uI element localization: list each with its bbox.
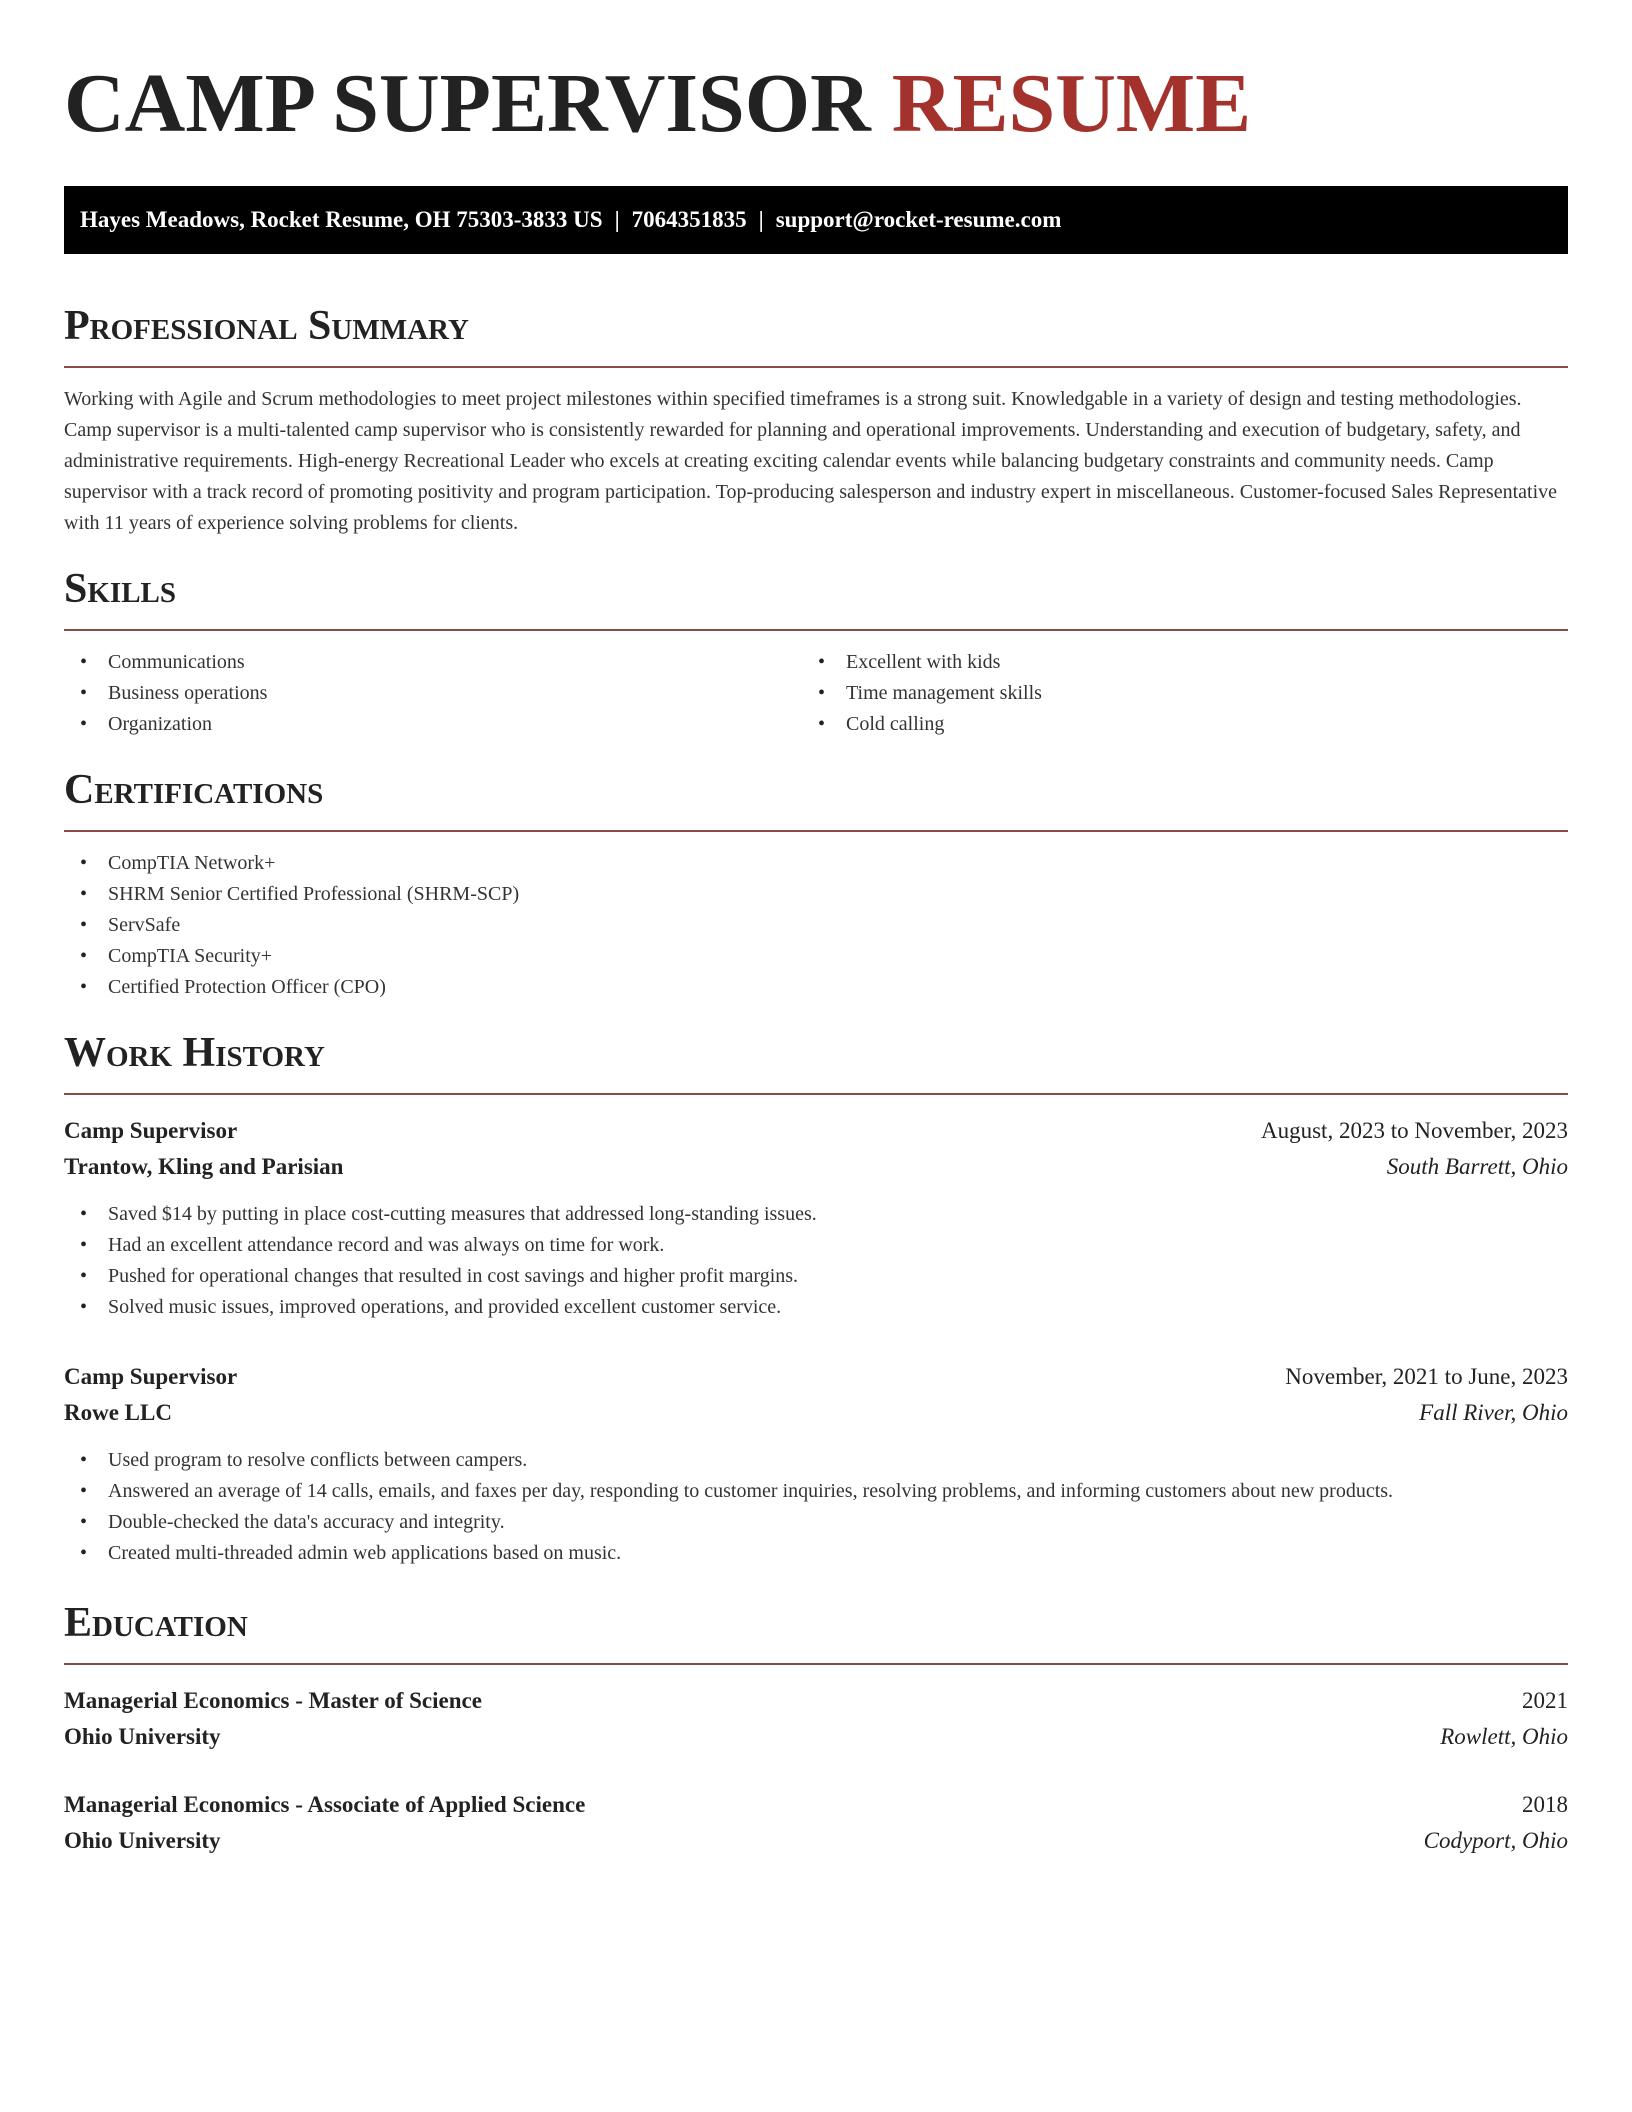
- section-title-skills: Skills: [64, 566, 177, 612]
- certification-item: • CompTIA Security+: [64, 941, 1568, 972]
- job-entry: [64, 1113, 1568, 1323]
- section-title-work-history: Work History: [64, 1030, 325, 1076]
- contact-phone: 7064351835: [631, 207, 747, 232]
- job-location: South Barrett, Ohio: [1386, 1154, 1568, 1179]
- education-entry: [64, 1787, 1568, 1859]
- section-title-education: Education: [64, 1600, 248, 1646]
- certification-item: • SHRM Senior Certified Professional (SHRM-SCP): [64, 879, 1568, 910]
- title-main: CAMP SUPERVISOR: [64, 57, 871, 150]
- job-bullets: [64, 1199, 1568, 1323]
- section-title-summary: Professional Summary: [64, 303, 469, 349]
- skill-item: • Excellent with kids: [816, 647, 1568, 678]
- contact-separator: |: [614, 207, 620, 232]
- title-accent: RESUME: [891, 57, 1252, 150]
- section-divider: [64, 1663, 1568, 1665]
- section-title-certifications: Certifications: [64, 767, 324, 813]
- contact-email: support@rocket-resume.com: [775, 207, 1062, 232]
- job-header-row: [64, 1359, 1568, 1395]
- page-title: [64, 0, 1568, 152]
- education-header-row: [64, 1683, 1568, 1719]
- education-header-row: [64, 1787, 1568, 1823]
- job-bullet: • Used program to resolve conflicts between campers.: [64, 1445, 1568, 1476]
- job-bullet: • Pushed for operational changes that resulted in cost savings and higher profit margins.: [64, 1261, 1568, 1292]
- job-entry: [64, 1359, 1568, 1569]
- skills-columns: [64, 647, 1568, 740]
- job-dates: August, 2023 to November, 2023: [1261, 1118, 1568, 1143]
- education-school: Ohio University: [64, 1724, 221, 1749]
- job-company-row: [64, 1395, 1568, 1431]
- job-bullet: • Created multi-threaded admin web applications based on music.: [64, 1538, 1568, 1569]
- skill-item: • Organization: [64, 709, 816, 740]
- job-company-row: [64, 1149, 1568, 1185]
- skill-item: • Time management skills: [816, 678, 1568, 709]
- certification-item: • ServSafe: [64, 910, 1568, 941]
- job-title: Camp Supervisor: [64, 1364, 238, 1389]
- job-bullet: • Had an excellent attendance record and was always on time for work.: [64, 1230, 1568, 1261]
- job-bullet: • Saved $14 by putting in place cost-cutting measures that addressed long-standing issues.: [64, 1199, 1568, 1230]
- contact-separator: |: [758, 207, 764, 232]
- job-location: Fall River, Ohio: [1419, 1400, 1568, 1425]
- skill-item: • Cold calling: [816, 709, 1568, 740]
- job-title: Camp Supervisor: [64, 1118, 238, 1143]
- job-company: Rowe LLC: [64, 1400, 172, 1425]
- summary-text: Working with Agile and Scrum methodologies to meet project milestones within specified timeframes is a strong suit. Knowledgable in a variety of design and testing methodologies. Camp supervisor is a multi-talented camp supervisor who is consistently rewarded for planning and operational improvements. Understanding and execution of budgetary, safety, and administrative requirements. High-energy Recreational Leader who excels at creating exciting calendar events while balancing budgetary constraints and community needs. Camp supervisor with a track record of promoting positivity and program participation. Top-producing salesperson and industry expert in miscellaneous. Customer-focused Sales Representative with 11 years of experience solving problems for clients.: [64, 388, 1558, 534]
- certifications-section: [64, 762, 1568, 1003]
- education-entry: [64, 1683, 1568, 1755]
- job-bullets: [64, 1445, 1568, 1569]
- certifications-list: [64, 848, 1568, 1003]
- education-school: Ohio University: [64, 1828, 221, 1853]
- education-location: Codyport, Ohio: [1423, 1828, 1568, 1853]
- section-divider: [64, 830, 1568, 832]
- contact-bar: [64, 186, 1568, 254]
- education-year: 2021: [1522, 1688, 1568, 1713]
- certification-item: • Certified Protection Officer (CPO): [64, 972, 1568, 1003]
- job-dates: November, 2021 to June, 2023: [1285, 1364, 1568, 1389]
- education-school-row: [64, 1719, 1568, 1755]
- skills-list-right: [816, 647, 1568, 740]
- section-divider: [64, 366, 1568, 368]
- education-degree: Managerial Economics - Associate of Applied Science: [64, 1792, 586, 1817]
- skill-item: • Business operations: [64, 678, 816, 709]
- education-school-row: [64, 1823, 1568, 1859]
- certification-item: • CompTIA Network+: [64, 848, 1568, 879]
- skills-list-left: [64, 647, 816, 740]
- education-year: 2018: [1522, 1792, 1568, 1817]
- education-section: [64, 1595, 1568, 1859]
- job-header-row: [64, 1113, 1568, 1149]
- work-history-section: [64, 1025, 1568, 1569]
- job-bullet: • Solved music issues, improved operations, and provided excellent customer service.: [64, 1292, 1568, 1323]
- skill-item: • Communications: [64, 647, 816, 678]
- education-location: Rowlett, Ohio: [1440, 1724, 1568, 1749]
- job-bullet: • Answered an average of 14 calls, emails, and faxes per day, responding to customer inquiries, resolving problems, and informing customers about new products.: [64, 1476, 1568, 1507]
- section-divider: [64, 1093, 1568, 1095]
- contact-address: Hayes Meadows, Rocket Resume, OH 75303-3833 US: [80, 207, 603, 232]
- summary-section: [64, 298, 1568, 539]
- skills-section: [64, 561, 1568, 740]
- job-bullet: • Double-checked the data's accuracy and integrity.: [64, 1507, 1568, 1538]
- section-divider: [64, 629, 1568, 631]
- job-company: Trantow, Kling and Parisian: [64, 1154, 344, 1179]
- education-degree: Managerial Economics - Master of Science: [64, 1688, 482, 1713]
